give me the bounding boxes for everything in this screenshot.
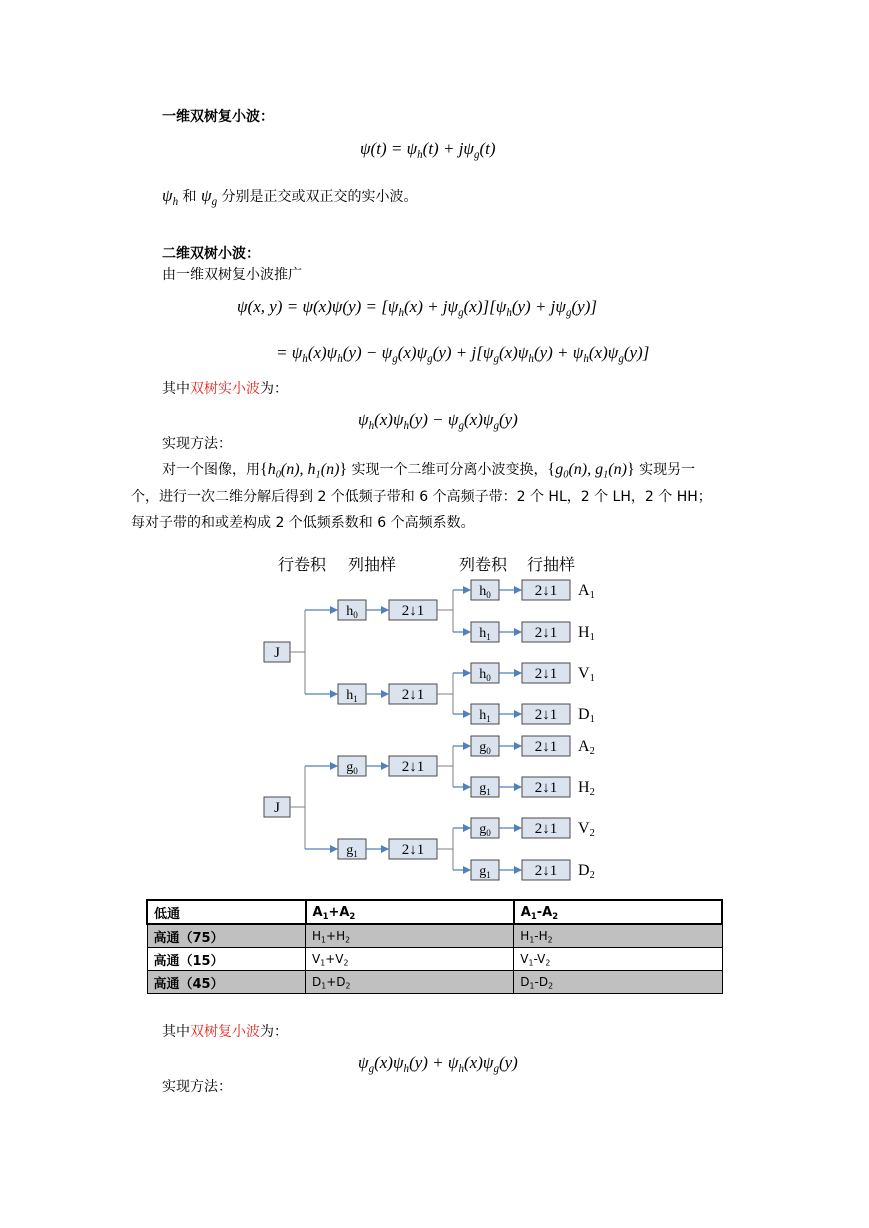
equation-2d-line2: = $\psi_h(x)\psi_h(y) - \psi_g(x)\psi_g(y) + j[\psi_g(x)\psi_h(y) + \psi_h(x)\psi_g(y)]$	[276, 343, 650, 365]
tree2-down1-1-label: 2↓1	[401, 842, 425, 858]
row-label-cell: 高通（45）	[147, 971, 306, 994]
tree2-output-3: D2	[578, 862, 595, 881]
real-term: 双树实小波	[190, 381, 260, 397]
tree2-output-0: A2	[578, 738, 595, 757]
value-cell: $A_1-A_2$	[514, 900, 722, 924]
equation-1d: $\psi(t) = \psi_h(t) + j\psi_g(t)$	[360, 139, 496, 161]
value-cell: $V_1+V_2$	[306, 948, 514, 971]
tree1-output-3: D1	[578, 706, 595, 725]
tree2-filter2-3-label: $g_1$	[479, 864, 491, 880]
section1-heading: 一维双树复小波：	[162, 109, 274, 125]
section1-description: $\psi_h$ 和 $\psi_g$ 分别是正交或双正交的实小波。	[162, 186, 418, 208]
tree2-output-2: V2	[578, 820, 595, 839]
tree2-down1-0-label: 2↓1	[401, 759, 425, 775]
complex-wavelet-line	[162, 1022, 288, 1042]
eq-1d-mid: (t) + jψ	[422, 139, 474, 158]
real-prefix: 其中	[162, 381, 190, 397]
tree2-down2-2-label: 2↓1	[534, 821, 558, 837]
row-label-cell: 高通（75）	[147, 924, 306, 948]
table-row	[147, 924, 722, 948]
tree2-output-1: H2	[578, 779, 595, 798]
tree2-input-label: J	[274, 800, 280, 816]
eq-1d-end: (t)	[479, 139, 496, 158]
equation-complex: $\psi_g(x)\psi_h(y) + \psi_h(x)\psi_g(y)$	[358, 1053, 518, 1075]
method-label-1: 实现方法：	[162, 436, 232, 452]
tree1-filter1-1-label: $h_1$	[346, 688, 358, 704]
real-suffix: 为：	[260, 381, 288, 397]
diagram-header: 行卷积	[277, 555, 327, 574]
para-a: 对一个图像，用	[162, 462, 260, 478]
para-c: 实现另一	[639, 462, 696, 478]
value-cell: $D_1+D_2$	[306, 971, 514, 994]
tree1-filter2-2-label: $h_0$	[479, 667, 491, 683]
tree1-filter2-3-label: $h_1$	[479, 708, 491, 724]
tree2-filter1-1-label: $g_1$	[346, 843, 358, 859]
section2-intro: 由一维双树复小波推广	[162, 267, 302, 283]
para-line1: 对一个图像，用{$h_0(n)$, $h_1(n)$} 实现一个二维可分离小波变换，{$g_0(n)$, $g_1(n)$} 实现另一	[162, 461, 696, 481]
tree1-filter1-0-label: $h_0$	[346, 604, 358, 620]
row-label-cell: 高通（15）	[147, 948, 306, 971]
section2-heading: 二维双树小波：	[162, 246, 260, 262]
equation-2d-line1: ψ(x, $y) = \psi(x)\psi(y) = [\psi_h(x) + j\psi_g(x)][\psi_h(y) + j\psi_g(y)]$	[237, 297, 597, 319]
table-row	[147, 971, 722, 994]
eq-1d-lhs: ψ(t) = ψ	[360, 139, 418, 158]
row-label-cell: 低通	[147, 900, 306, 924]
complex-prefix: 其中	[162, 1024, 190, 1040]
tree1-down1-1-label: 2↓1	[401, 687, 425, 703]
diagram-header: 列抽样	[347, 555, 397, 574]
tree2-filter2-1-label: $g_1$	[479, 781, 491, 797]
real-wavelet-line	[162, 379, 288, 399]
para-line3: 每对子带的和或差构成 2 个低频系数和 6 个高频系数。	[131, 515, 475, 531]
table-row	[147, 900, 722, 924]
desc-rest: 分别是正交或双正交的实小波。	[221, 189, 418, 205]
tree2-filter2-2-label: $g_0$	[479, 822, 491, 838]
diagram-header: 行抽样	[526, 555, 576, 574]
tree2-down2-1-label: 2↓1	[534, 780, 558, 796]
value-cell: $V_1-V_2$	[514, 948, 722, 971]
complex-term: 双树复小波	[190, 1024, 260, 1040]
value-cell: $H_1-H_2$	[514, 924, 722, 948]
value-cell: $A_1+A_2$	[306, 900, 514, 924]
tree2-filter2-0-label: $g_0$	[479, 740, 491, 756]
tree1-output-2: V1	[578, 665, 595, 684]
tree1-down1-0-label: 2↓1	[401, 603, 425, 619]
value-cell: $D_1-D_2$	[514, 971, 722, 994]
tree2-down2-3-label: 2↓1	[534, 863, 558, 879]
complex-suffix: 为：	[260, 1024, 288, 1040]
filter-bank-diagram	[255, 548, 605, 884]
value-cell: $H_1+H_2$	[306, 924, 514, 948]
tree1-output-1: H1	[578, 624, 595, 643]
table-row	[147, 948, 722, 971]
tree2-down2-0-label: 2↓1	[534, 739, 558, 755]
tree1-filter2-0-label: $h_0$	[479, 584, 491, 600]
tree1-input-label: J	[274, 645, 280, 661]
method-label-2: 实现方法：	[162, 1079, 232, 1095]
para-line2: 个，进行一次二维分解后得到 2 个低频子带和 6 个高频子带：2 个 HL，2 个 LH，2 个 HH；	[131, 489, 712, 505]
para-b: 实现一个二维可分离小波变换，	[351, 462, 548, 478]
tree1-output-0: A1	[578, 582, 595, 601]
tree1-down2-0-label: 2↓1	[534, 583, 558, 599]
diagram-header: 列卷积	[458, 555, 508, 574]
equation-real: $\psi_h(x)\psi_h(y) - \psi_g(x)\psi_g(y)$	[358, 410, 518, 432]
desc-and: 和	[182, 189, 197, 205]
tree1-filter2-1-label: $h_1$	[479, 626, 491, 642]
tree1-down2-1-label: 2↓1	[534, 625, 558, 641]
tree1-down2-3-label: 2↓1	[534, 707, 558, 723]
tree1-down2-2-label: 2↓1	[534, 666, 558, 682]
tree2-filter1-0-label: $g_0$	[346, 760, 358, 776]
coefficient-table	[146, 899, 723, 994]
